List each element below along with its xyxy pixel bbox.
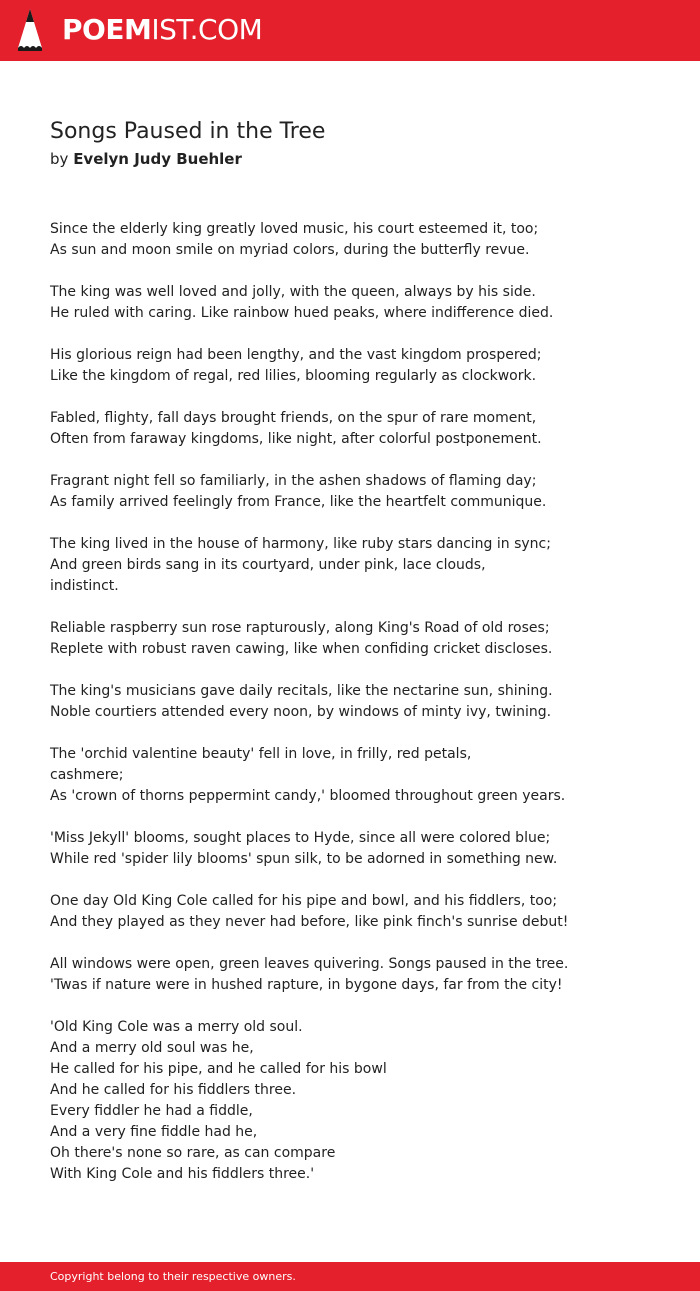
poem-line: indistinct. xyxy=(50,578,119,594)
poem-line: Since the elderly king greatly loved music, his court esteemed it, too; xyxy=(50,221,539,237)
poem-line: Fragrant night fell so familiarly, in the ashen shadows of flaming day; xyxy=(50,473,537,489)
stanza xyxy=(50,828,670,870)
poem-line: One day Old King Cole called for his pipe and bowl, and his fiddlers, too; xyxy=(50,893,558,909)
poem-line: He called for his pipe, and he called for his bowl xyxy=(50,1061,387,1077)
poem-line: As family arrived feelingly from France, like the heartfelt communique. xyxy=(50,494,547,510)
byline xyxy=(50,148,242,170)
stanza xyxy=(50,891,670,933)
poem-line: cashmere; xyxy=(50,767,124,783)
pencil-tip-icon[interactable] xyxy=(17,8,43,52)
poem-title: Songs Paused in the Tree xyxy=(50,119,326,144)
by-label: by xyxy=(50,150,69,168)
poem-line: Every fiddler he had a fiddle, xyxy=(50,1103,253,1119)
poem-line: Oh there's none so rare, as can compare xyxy=(50,1145,336,1161)
poem-line: Replete with robust raven cawing, like when confiding cricket discloses. xyxy=(50,641,553,657)
poem-line: Often from faraway kingdoms, like night, after colorful postponement. xyxy=(50,431,542,447)
poem-line: 'Miss Jekyll' blooms, sought places to Hyde, since all were colored blue; xyxy=(50,830,551,846)
site-footer xyxy=(0,1262,700,1291)
poem-line: The king lived in the house of harmony, like ruby stars dancing in sync; xyxy=(50,536,551,552)
poem-line: And green birds sang in its courtyard, under pink, lace clouds, xyxy=(50,557,486,573)
stanza xyxy=(50,282,670,324)
logo-light-part: IST.COM xyxy=(151,13,263,46)
poem-line: And a merry old soul was he, xyxy=(50,1040,254,1056)
copyright-text: Copyright belong to their respective owners. xyxy=(50,1270,296,1283)
poem-line: The king was well loved and jolly, with the queen, always by his side. xyxy=(50,284,536,300)
stanza xyxy=(50,618,670,660)
poem-line: The 'orchid valentine beauty' fell in love, in frilly, red petals, xyxy=(50,746,472,762)
poem-line: As sun and moon smile on myriad colors, during the butterfly revue. xyxy=(50,242,530,258)
poem-body xyxy=(50,219,670,1206)
stanza xyxy=(50,471,670,513)
stanza xyxy=(50,681,670,723)
author-name: Evelyn Judy Buehler xyxy=(73,150,242,168)
poem-line: Noble courtiers attended every noon, by windows of minty ivy, twining. xyxy=(50,704,552,720)
poem-line: And he called for his fiddlers three. xyxy=(50,1082,297,1098)
poem-line: Reliable raspberry sun rose rapturously, along King's Road of old roses; xyxy=(50,620,550,636)
stanza xyxy=(50,1017,670,1185)
poem-line: Fabled, flighty, fall days brought friends, on the spur of rare moment, xyxy=(50,410,537,426)
poem-line: And a very fine fiddle had he, xyxy=(50,1124,258,1140)
stanza xyxy=(50,408,670,450)
poem-line: His glorious reign had been lengthy, and the vast kingdom prospered; xyxy=(50,347,542,363)
poem-line: Like the kingdom of regal, red lilies, blooming regularly as clockwork. xyxy=(50,368,537,384)
poem-line: The king's musicians gave daily recitals, like the nectarine sun, shining. xyxy=(50,683,553,699)
stanza xyxy=(50,534,670,597)
stanza xyxy=(50,744,670,807)
stanza xyxy=(50,345,670,387)
poem-line: While red 'spider lily blooms' spun silk, to be adorned in something new. xyxy=(50,851,558,867)
poem-line: As 'crown of thorns peppermint candy,' bloomed throughout green years. xyxy=(50,788,566,804)
site-logo[interactable] xyxy=(62,12,262,48)
stanza xyxy=(50,954,670,996)
logo-bold-part: POEM xyxy=(62,13,152,46)
poem-line: He ruled with caring. Like rainbow hued peaks, where indifference died. xyxy=(50,305,554,321)
poem-line: 'Twas if nature were in hushed rapture, in bygone days, far from the city! xyxy=(50,977,563,993)
stanza xyxy=(50,219,670,261)
poem-line: With King Cole and his fiddlers three.' xyxy=(50,1166,315,1182)
poem-line: 'Old King Cole was a merry old soul. xyxy=(50,1019,303,1035)
poem-line: And they played as they never had before, like pink finch's sunrise debut! xyxy=(50,914,569,930)
site-header xyxy=(0,0,700,61)
poem-line: All windows were open, green leaves quivering. Songs paused in the tree. xyxy=(50,956,569,972)
